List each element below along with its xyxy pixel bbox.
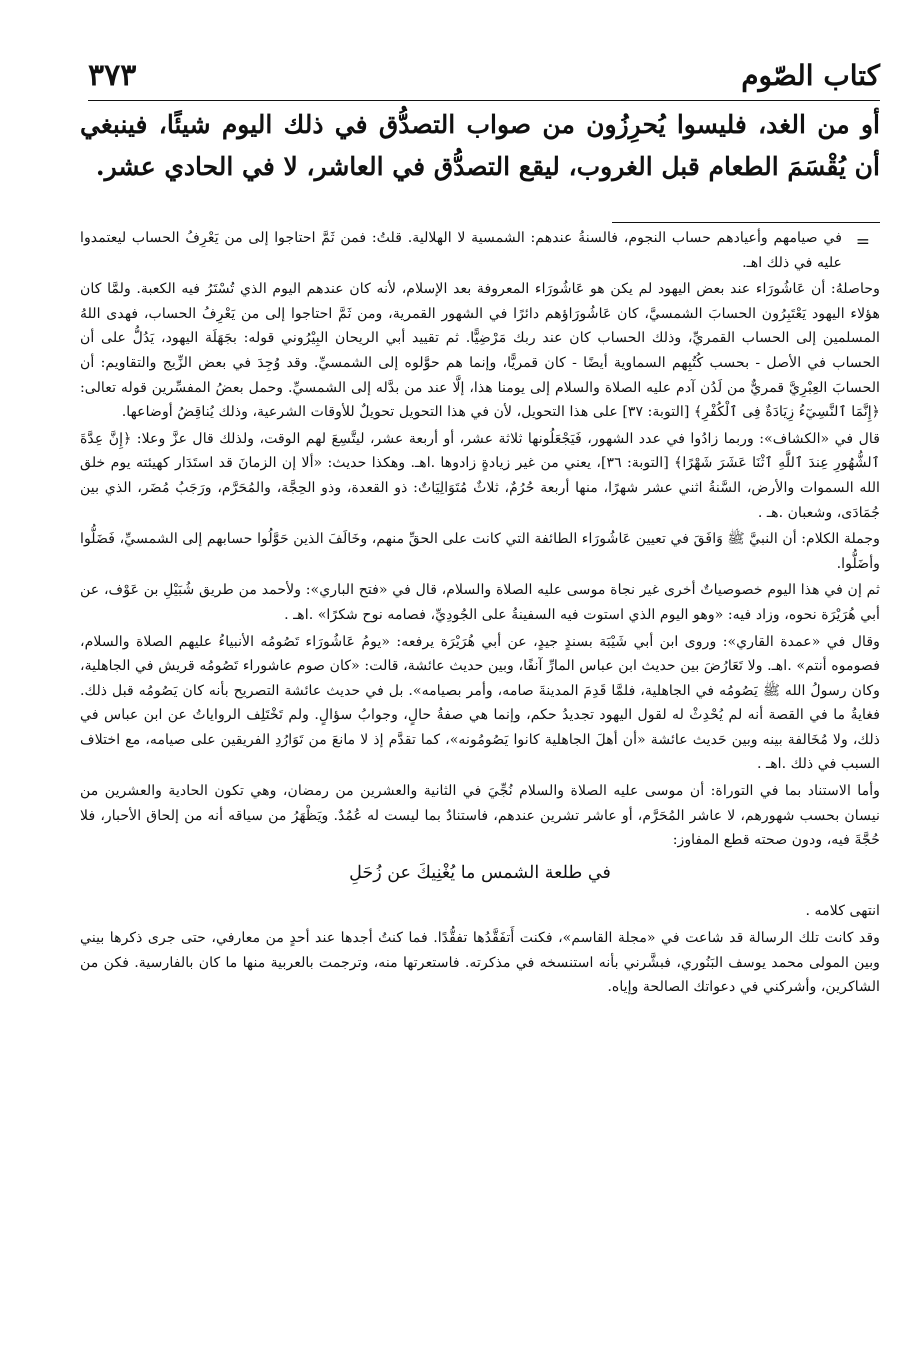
footnote-paragraph: وحاصلهُ: أن عَاشُورَاء عند بعض اليهود لم يكن هو عَاشُورَاء المعروفة بعد الإسلام، لأنه كان عندهم اليوم الذي تُسْتَرُ فيه الكعبة. ولمَّا كان هؤلاء اليهود يَعْتَبِرُون الحسابَ الشمسيَّ، كان عَاشُورَاؤهم دائرًا في الشهور القمرية، ومن ثَمَّ احتاجوا إلى من يَعْرِفُ الحساب، فهدى اللهُ المسلمين إلى الحساب القمريِّ، وذلك الحساب كان عند ربك مَرْضِيًّا. ثم تقييد أبي الريحان البِيْرُوني قوله: بجَهَلَة اليهود، يَدُلُّ على أن الحساب في الأصل - بحسب كُتُبِهم السماوية أيضًا - كان قمريًّا، وإنما هم حوَّلوه إلى الشمسيِّ. وقد وُجِدَ في بعض الزِّيج والتقاويم: أن الحسابَ العِبْرِيَّ قمريٌّ من لَدُن آدم عليه الصلاة والسلام إلى يومنا هذا، إلَّا عند من بدَّله إلى الشمسيِّ. وحمل بعضُ المفسِّرين قوله تعالى: ﴿إِنَّمَا ٱلنَّسِيٓءُ زِيَادَةٌ فِى ٱلْكُفْرِ﴾ [التوبة: ٣٧] على هذا التحويل، لأن في هذا التحويل تحويلٌ للأوقات الشرعية، وذلك يُناقِضُ أوضاعها. — [80, 281, 880, 421]
page-header — [88, 50, 880, 101]
footnote-paragraph: وقد كانت تلك الرسالة قد شاعت في «مجلة القاسم»، فكنت أَتفَقَّدُها تفقُّدًا. فما كنتُ أجدها عند أحدٍ من معارفي، حتى جرى ذكرها بيني وبين المولى محمد يوسف البَنُوري، فبشَّرني بأنه استنسخه في مذكرته. فاستعرتها منه، وترجمت بالعربية منها ما كان بالفارسية. فكن من الشاكرين، وأشركني في دعواتك الصالحة وإياه. — [80, 930, 880, 996]
page-number: ٣٧٣ — [88, 57, 137, 93]
footnote-paragraph: ثم إن في هذا اليوم خصوصياتٌ أخرى غير نجاة موسى عليه الصلاة والسلام، قال في «فتح الباري»: ولأحمد من طريق شُبَيْلِ بن عَوْف، عن أبي هُرَيْرَة نحوه، وزاد فيه: «وهو اليوم الذي استوت فيه السفينةُ على الجُودِيِّ، فصامه نوح شكرًا» .اهـ . — [80, 582, 880, 623]
footnote-divider — [612, 222, 880, 223]
footnotes-section — [80, 226, 880, 1002]
footnote-paragraph: قال في «الكشاف»: وربما زادُوا في عدد الشهور، فَيَجْعَلُونها ثلاثة عشر، أو أربعة عشر، ليتَّسِعَ لهم الوقت، ولذلك قال عزَّ وعلا: ﴿إِنَّ عِدَّةَ ٱلشُّهُورِ عِندَ ٱللَّهِ ٱثْنَا عَشَرَ شَهْرًا﴾ [التوبة: ٣٦]، يعني من غير زيادةٍ زادوها .اهـ. وهكذا حديث: «ألا إن الزمانَ قد استَدَار كهيئته يوم خلق الله السموات والأرض، السَّنةُ اثني عشر شهرًا، منها أربعة حُرُمٌ، ثلاثٌ مُتَوَالِيَاتٌ: ذو القعدة، وذو الحِجَّة، والمُحَرَّم، ورَجَبُ مُضَر، الذي بين جُمَادَى، وشعبان .هـ . — [80, 430, 880, 521]
footnote-paragraph: وأما الاستناد بما في التوراة: أن موسى عليه الصلاة والسلام نُجِّيَ في الثانية والعشرين من رمضان، وهي تكون الحادية والعشرين من نيسان بحسب شهورهم، لا عاشر المُحَرَّم، أو عاشر تشرين عندهم، فاستنادٌ بما ليست له عُمُدٌ. ويَظْهَرُ من سياقه أنه من إلحاق الأحبار، فلا حُجَّةَ فيه، ودون صحته قطع المفاوز: — [80, 783, 880, 849]
footnote-paragraph: في صيامهم وأعيادهم حساب النجوم، فالسنةُ عندهم: الشمسية لا الهلالية. قلتُ: فمن ثَمَّ احتاجوا إلى من يَعْرِفُ الحساب ليعتمدوا عليه في ذلك اهـ. — [80, 230, 842, 271]
footnote-continuation-mark: = — [855, 232, 870, 252]
book-title: كتاب الصّوم — [741, 58, 880, 92]
poem-verse: في طلعة الشمس ما يُغْنِيكَ عن زُحَلِ — [349, 862, 611, 883]
footnote-paragraph: انتهى كلامه . — [805, 903, 880, 920]
main-paragraph: أو من الغد، فليسوا يُحرِزُون من صواب التصدُّق في ذلك اليوم شيئًا، فينبغي أن يُقْسَمَ الطعام قبل الغروب، ليقع التصدُّق في العاشر، لا في الحادي عشر. — [80, 110, 880, 181]
footnote-paragraph: وجملة الكلام: أن النبيَّ ﷺ وَافَقَ في تعيين عَاشُورَاء الطائفة التي كانت على الحقِّ منهم، وخَالَفَ الذين حَوَّلُوا حسابهم إلى الشمسيِّ، فَضَلُّوا وأضَلُّوا. — [80, 531, 880, 572]
footnote-paragraph: وقال في «عمدة القاري»: وروى ابن أبي شَيْبَة بسندٍ جيدٍ، عن أبي هُرَيْرَة يرفعه: «يومُ عَاشُورَاء تَصُومُه الأنبياءُ عليهم الصلاة والسلام، فصوموه أنتم» .اهـ. ولا تَعَارُضَ بين حديث ابن عباس المارِّ آنفًا، وبين حديث عائشة، قالت: «كان صوم عاشوراء تَصُومُه قريش في الجاهلية، وكان رسولُ الله ﷺ يَصُومُه في الجاهلية، فلمَّا قَدِمَ المدينةَ صامه، وأمر بصيامه». بل في حديث عائشة التصريح بأنه كان يَصُومُه قبل ذلك. فغايةُ ما في القصة أنه لم يُحْدِثْ له لقول اليهود تجديدُ حكم، وإنما هي صفةُ حالٍ، وجوابُ سؤالٍ. ولم تَخْتَلِف الرواياتُ عن ابن عباس في ذلك، ولا مُخَالفة بينه وبين حَديث عائشة «أن أهلَ الجاهلية كانوا يَصُومُونه»، كما تقدَّم إذ لا مانعَ من تَوَارُدِ الفريقين على صيامه، مع اختلاف السبب في ذلك .اهـ . — [80, 633, 880, 773]
main-text — [80, 104, 880, 188]
